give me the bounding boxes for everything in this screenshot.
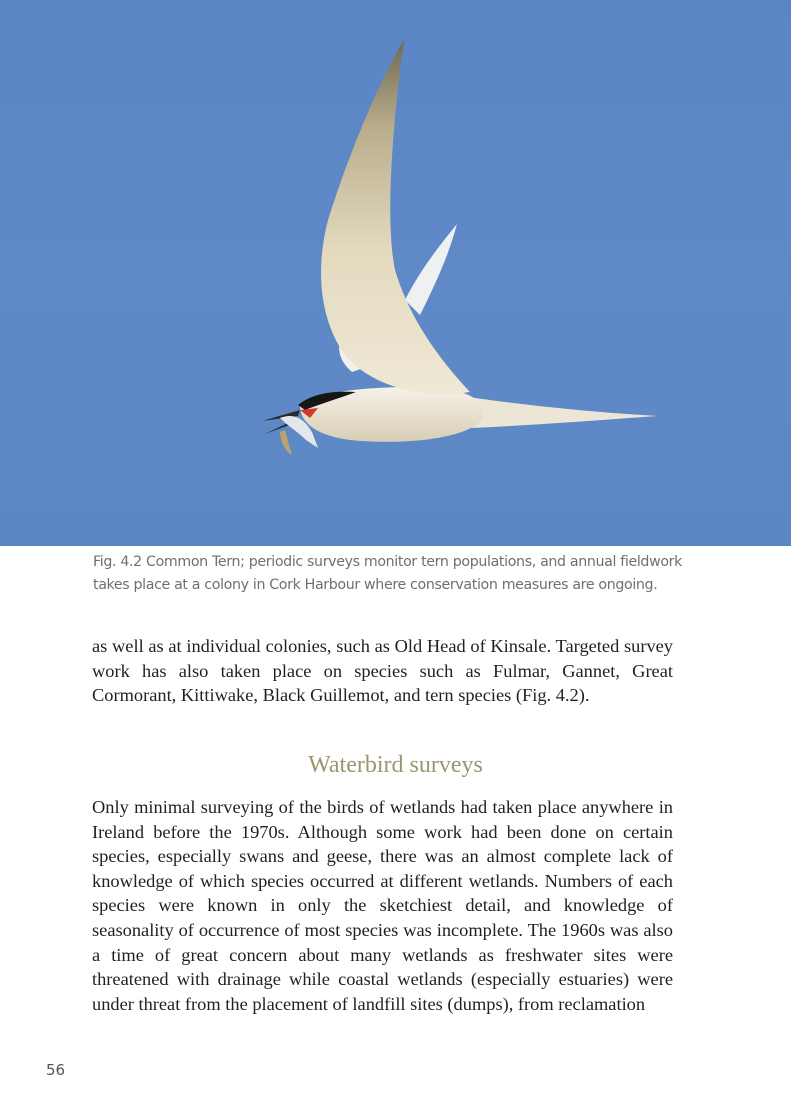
near-wing	[321, 40, 470, 394]
figure-caption: Fig. 4.2 Common Tern; periodic surveys monitor tern populations, and annual fieldwork takes place at a colony in Cork Harbour where conservation measures are ongoing.	[93, 554, 683, 593]
section-heading: Waterbird surveys	[308, 752, 483, 778]
tail	[455, 395, 658, 428]
fish-tail	[280, 430, 292, 455]
far-wing	[405, 224, 457, 315]
paragraph: as well as at individual colonies, such as Old Head of Kinsale. Targeted survey work has also taken place on species such as Fulmar, Gannet, Great Cormorant, Kittiwake, Black Guillemot, and tern species (Fig. 4.2).	[92, 636, 673, 706]
page-number: 56	[46, 1061, 66, 1079]
figure-photo	[0, 0, 791, 546]
tern-illustration	[0, 0, 791, 546]
paragraph: Only minimal surveying of the birds of wetlands had taken place anywhere in Ireland before the 1970s. Although some work had been done on certain species, especially swans and geese, there was an almost complete lack of knowledge of which species occurred at different wetlands. Numbers of each species were known in only the sketchiest detail, and knowledge of seasonality of occurrence of most species was incomplete. The 1960s was also a time of great concern about many wetlands as freshwater sites were threatened with drainage while coastal wetlands (especially estuaries) were under threat from the placement of landfill sites (dumps), from reclamation	[92, 797, 673, 1014]
